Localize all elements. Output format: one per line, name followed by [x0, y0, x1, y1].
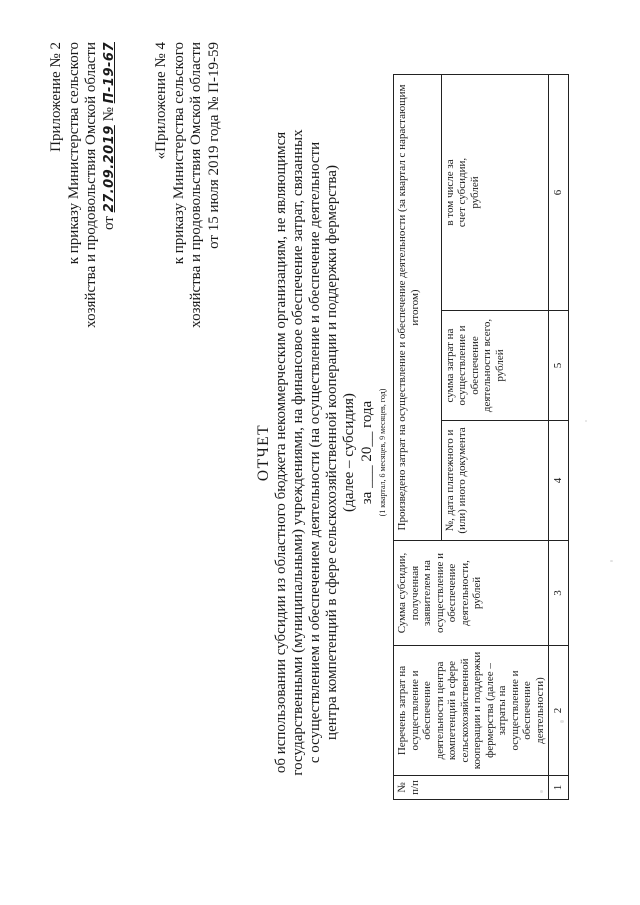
report-line-4: центра компетенций в сфере сельскохозяйственной кооперации и поддержки фермерства)	[324, 165, 340, 740]
annex-line-1: Приложение № 2	[48, 42, 64, 152]
report-period-line: за ___ 20__ года	[359, 400, 375, 505]
header-col-number: № п/п	[394, 776, 549, 800]
annex-old-line-4: от 15 июля 2019 года № П-19-59	[205, 42, 222, 249]
header-col-expenses-list: Перечень затрат на осуществление и обеспечение деятельности центра компетенций в сфере сельскохозяйственной кооперации и поддержки фермерства (далее – затраты на осуществление и обеспечение деятельности)	[394, 646, 549, 776]
report-line-2: государственными (муниципальными) учреждениями, на финансовое обеспечение затрат, связанных	[290, 129, 306, 776]
table-cell-number: 4	[549, 421, 569, 541]
annex-line-2: к приказу Министерства сельского	[65, 42, 82, 265]
table-cell-number: 2	[549, 646, 569, 776]
report-table	[393, 74, 569, 800]
table-header-row	[394, 75, 442, 800]
table-cell-number: 6	[549, 75, 569, 311]
annex-number-sign: №	[100, 107, 117, 122]
header-col-subsidy-share	[441, 75, 548, 311]
report-heading: ОТЧЕТ	[255, 423, 272, 482]
report-line-5: (далее – субсидия)	[341, 393, 357, 512]
header-group-expenses: Произведено затрат на осуществление и обеспечение деятельности (за квартал с нарастающим итогом)	[394, 75, 442, 541]
annex-old-line-1: «Приложение № 4	[153, 42, 169, 160]
header-col-subsidy-share-text: в том числе за счет субсидии, рублей	[443, 157, 481, 228]
header-col-total-expenses: сумма затрат на осуществление и обеспечение деятельности всего, рублей	[441, 311, 548, 421]
table-cell-number: 5	[549, 311, 569, 421]
annex-line-4	[101, 42, 119, 328]
annex-handwritten-number: П-19-67	[101, 42, 117, 104]
annex-handwritten-date: 27.09.2019	[101, 125, 117, 213]
report-period-note: (1 квартал, 6 месяцев, 9 месяцев, год)	[378, 388, 387, 517]
table-number-row	[549, 75, 569, 800]
table-cell-number: 1	[549, 776, 569, 800]
annex-old-block	[153, 42, 223, 328]
header-col-subsidy-amount: Сумма субсидии, полученная заявителем на осуществление и обеспечение деятельности, рублей	[394, 541, 549, 646]
annex-from-label: от	[100, 216, 117, 231]
report-line-3: с осуществлением и обеспечением деятельности (на осуществление и обеспечение деятельности	[307, 141, 323, 764]
annex-block	[48, 42, 118, 328]
table-cell-number: 3	[549, 541, 569, 646]
annex-old-line-3: хозяйства и продовольствия Омской области	[188, 42, 204, 328]
header-col-document: №, дата платежного и (или) иного документа	[441, 421, 548, 541]
annex-line-3: хозяйства и продовольствия Омской области	[83, 42, 99, 328]
annex-old-line-2: к приказу Министерства сельского	[170, 42, 187, 265]
report-line-1: об использовании субсидии из областного бюджета некоммерческим организациям, не являющимся	[273, 131, 289, 774]
